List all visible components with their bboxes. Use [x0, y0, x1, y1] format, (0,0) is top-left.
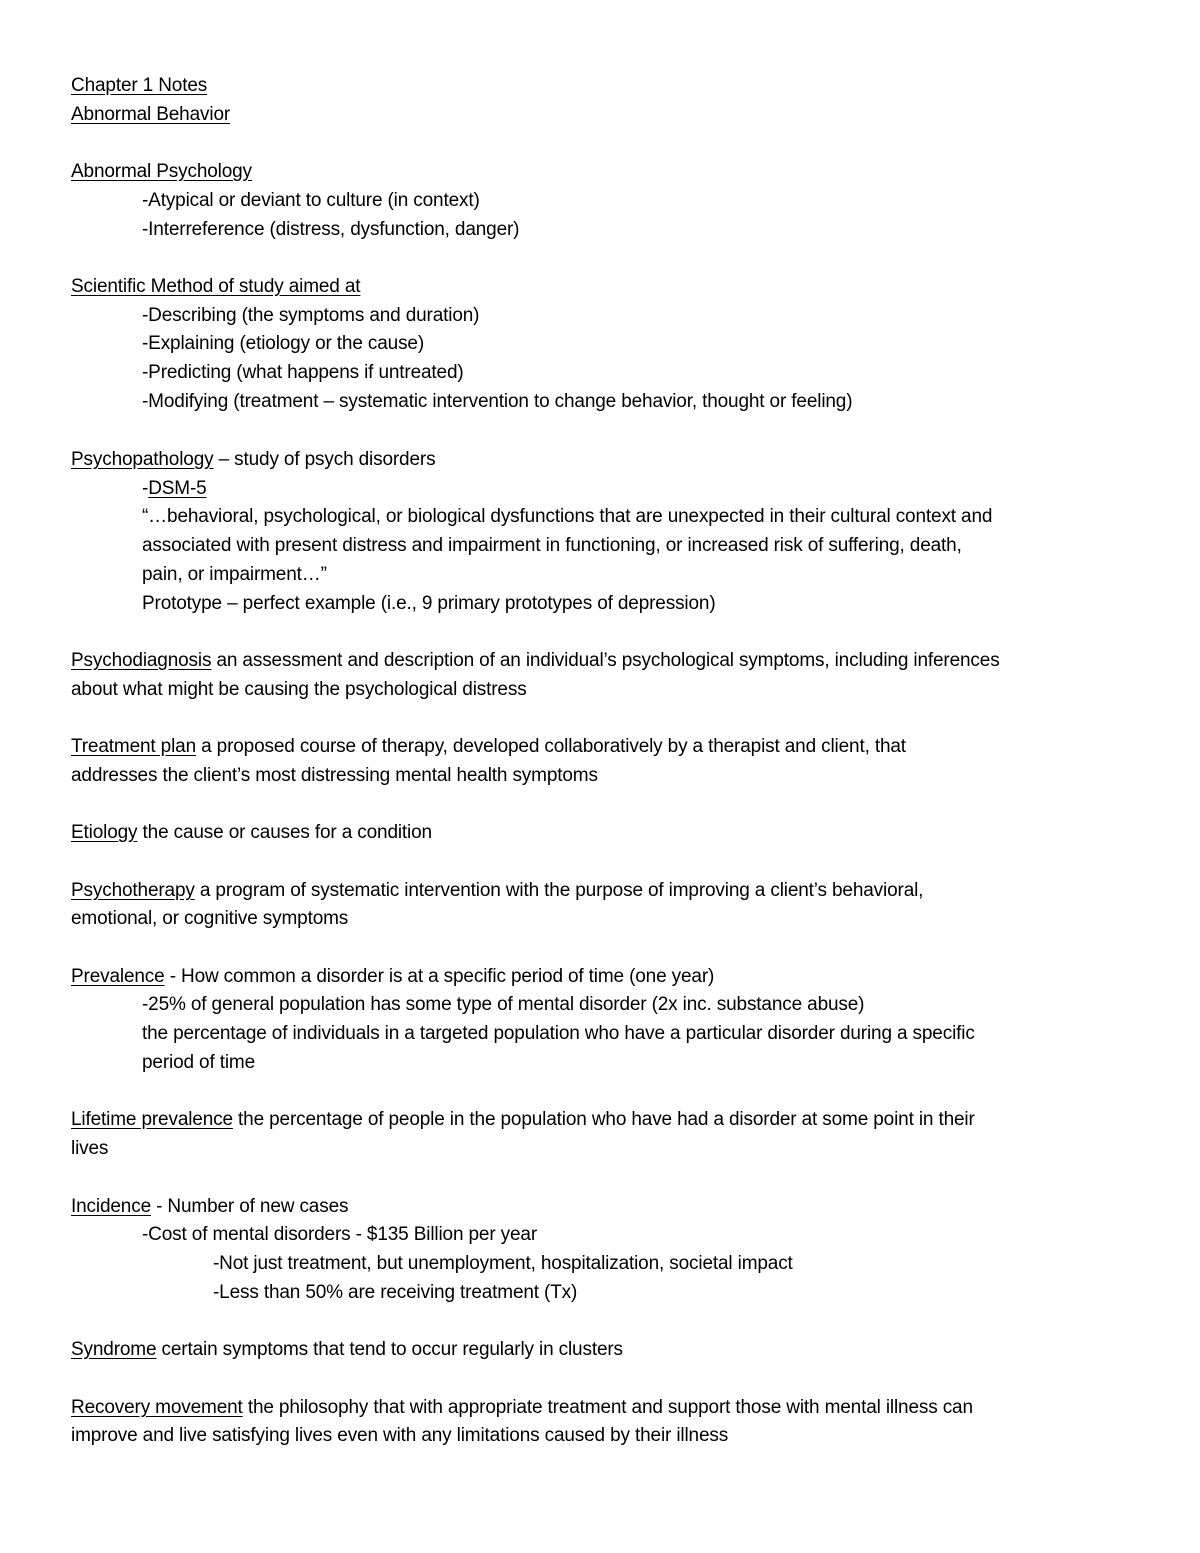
definition-text: an assessment and description of an individual’s psychological symptoms, including inferences [211, 650, 1000, 671]
entry-treatment-plan [71, 733, 906, 761]
term-psychopathology: Psychopathology [71, 449, 214, 470]
entry-psychotherapy [71, 877, 923, 905]
entry-psychopathology [71, 446, 435, 474]
quote-line: associated with present distress and impairment in functioning, or increased risk of suffering, death, [142, 535, 962, 556]
topic-title: Abnormal Behavior [71, 104, 231, 125]
list-item: -Not just treatment, but unemployment, hospitalization, societal impact [213, 1253, 793, 1274]
list-item: -Cost of mental disorders - $135 Billion per year [142, 1224, 537, 1245]
quote-line: “…behavioral, psychological, or biological dysfunctions that are unexpected in their cultural context and [142, 506, 993, 527]
list-item: the percentage of individuals in a targeted population who have a particular disorder during a specific [142, 1023, 975, 1044]
term-recovery-movement: Recovery movement [71, 1397, 243, 1418]
entry-incidence [71, 1193, 348, 1221]
term-psychotherapy: Psychotherapy [71, 880, 195, 901]
entry-etiology [71, 819, 432, 847]
definition-text: the percentage of people in the population who have had a disorder at some point in their [232, 1109, 975, 1130]
entry-prevalence [71, 963, 714, 991]
definition-text: certain symptoms that tend to occur regularly in clusters [156, 1339, 623, 1360]
list-item: -25% of general population has some type of mental disorder (2x inc. substance abuse) [142, 994, 865, 1015]
term-etiology: Etiology [71, 822, 138, 843]
definition-continuation: about what might be causing the psychological distress [71, 679, 527, 700]
definition-continuation: lives [71, 1138, 109, 1159]
list-item: -Interreference (distress, dysfunction, danger) [142, 219, 520, 240]
list-item: -Atypical or deviant to culture (in context) [142, 190, 480, 211]
term-abnormal-psychology: Abnormal Psychology [71, 161, 252, 182]
list-item: -Explaining (etiology or the cause) [142, 333, 425, 354]
definition-text: - Number of new cases [151, 1196, 349, 1217]
list-item: -Describing (the symptoms and duration) [142, 305, 480, 326]
list-item: -Less than 50% are receiving treatment (Tx) [213, 1282, 578, 1303]
list-item: -Predicting (what happens if untreated) [142, 362, 464, 383]
prototype-line: Prototype – perfect example (i.e., 9 primary prototypes of depression) [142, 593, 716, 614]
term-prevalence: Prevalence [71, 966, 165, 987]
dash: - [142, 478, 149, 499]
entry-recovery-movement [71, 1394, 973, 1422]
definition-text: the philosophy that with appropriate treatment and support those with mental illness can [242, 1397, 973, 1418]
term-dsm-5: DSM-5 [148, 478, 207, 499]
definition-text: - How common a disorder is at a specific period of time (one year) [164, 966, 715, 987]
definition-continuation: improve and live satisfying lives even with any limitations caused by their illness [71, 1425, 729, 1446]
term-treatment-plan: Treatment plan [71, 736, 196, 757]
definition-text: a proposed course of therapy, developed collaboratively by a therapist and client, that [195, 736, 906, 757]
chapter-title: Chapter 1 Notes [71, 75, 208, 96]
dsm-line [142, 475, 207, 503]
term-incidence: Incidence [71, 1196, 151, 1217]
term-scientific-method: Scientific Method of study aimed at [71, 276, 361, 297]
entry-psychodiagnosis [71, 647, 1000, 675]
quote-line: pain, or impairment…” [142, 564, 327, 585]
definition-continuation: addresses the client’s most distressing mental health symptoms [71, 765, 598, 786]
definition-text: – study of psych disorders [213, 449, 436, 470]
entry-syndrome [71, 1336, 623, 1364]
term-syndrome: Syndrome [71, 1339, 157, 1360]
definition-text: the cause or causes for a condition [137, 822, 432, 843]
list-item: period of time [142, 1052, 256, 1073]
list-item: -Modifying (treatment – systematic intervention to change behavior, thought or feeling) [142, 391, 853, 412]
term-lifetime-prevalence: Lifetime prevalence [71, 1109, 233, 1130]
term-psychodiagnosis: Psychodiagnosis [71, 650, 212, 671]
definition-continuation: emotional, or cognitive symptoms [71, 908, 349, 929]
entry-lifetime-prevalence [71, 1106, 975, 1134]
definition-text: a program of systematic intervention with the purpose of improving a client’s behavioral, [194, 880, 924, 901]
